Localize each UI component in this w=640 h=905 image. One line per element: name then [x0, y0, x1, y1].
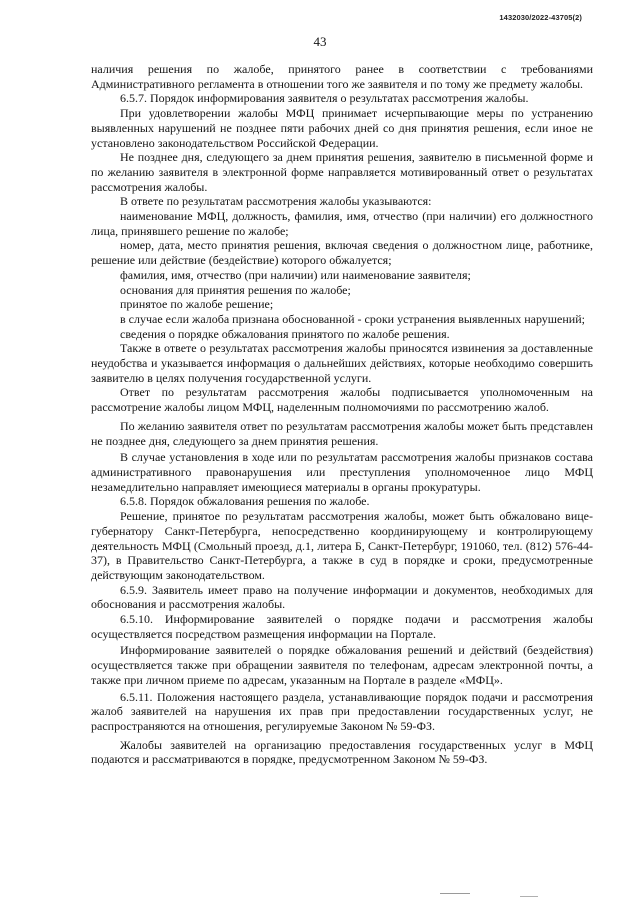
paragraph: Решение, принятое по результатам рассмотрения жалобы, может быть обжаловано вице-губернатору Санкт-Петербурга, непосредственно координирующему и контролирующему деятельность МФЦ (Смольный проезд, д.1, литера Б, Санкт-Петербург, 191060, тел. (812) 576-44-37), в Правительство Санкт-Петербурга, а также в суд в порядке и сроки, предусмотренные действующим законодательством.: [91, 509, 593, 582]
paragraph: Также в ответе о результатах рассмотрения жалобы приносятся извинения за доставленные неудобства и указывается информация о дальнейших действиях, которые необходимо совершить заявителю в целях получения государственной услуги.: [91, 341, 593, 385]
scan-artifact: [440, 893, 470, 894]
list-item: номер, дата, место принятия решения, включая сведения о должностном лице, работнике, решение или действие (бездействие) которого обжалуется;: [91, 238, 593, 268]
paragraph: Не позднее дня, следующего за днем принятия решения, заявителю в письменной форме и по желанию заявителя в электронной форме направляется мотивированный ответ о результатах рассмотрения жалобы.: [91, 150, 593, 194]
list-item: основания для принятия решения по жалобе;: [120, 282, 351, 297]
list-item: наименование МФЦ, должность, фамилия, имя, отчество (при наличии) его должностного лица, принявшего решение по жалобе;: [91, 209, 593, 238]
paragraph: В случае установления в ходе или по результатам рассмотрения жалобы признаков состава административного правонарушения или преступления уполномоченное лицо МФЦ незамедлительно направляет имеющиеся материалы в органы прокуратуры.: [91, 450, 593, 494]
list-item: принятое по жалобе решение;: [120, 297, 274, 312]
document-registration-number: 1432030/2022-43705(2): [499, 13, 582, 22]
scan-artifact: [520, 896, 538, 897]
section-heading-6-5-7: 6.5.7. Порядок информирования заявителя о результатах рассмотрения жалобы.: [120, 91, 529, 106]
section-6-5-10: 6.5.10. Информирование заявителей о порядке подачи и рассмотрения жалобы осуществляется посредством размещения информации на Портале.: [91, 612, 593, 641]
paragraph: Информирование заявителей о порядке обжалования решений и действий (бездействия) осуществляется также при обращении заявителя по телефонам, адресам электронной почты, а также при личном приеме по адресам, указанным на Портале в разделе «МФЦ».: [91, 643, 593, 687]
section-heading-6-5-8: 6.5.8. Порядок обжалования решения по жалобе.: [120, 494, 370, 509]
page-number: 43: [313, 34, 327, 49]
document-body: [91, 62, 593, 767]
section-6-5-11: 6.5.11. Положения настоящего раздела, устанавливающие порядок подачи и рассмотрения жалоб заявителей на нарушения их прав при предоставлении государственных услуг, не распространяются на отношения, регулируемые Законом № 59-ФЗ.: [91, 689, 593, 733]
paragraph: По желанию заявителя ответ по результатам рассмотрения жалобы может быть представлен не позднее дня, следующего за днем принятия решения.: [91, 418, 593, 448]
paragraph: наличия решения по жалобе, принятого ранее в соответствии с требованиями Административного регламента в отношении того же заявителя и по тому же предмету жалобы.: [91, 62, 593, 91]
list-item: сведения о порядке обжалования принятого по жалобе решения.: [120, 326, 450, 341]
paragraph: При удовлетворении жалобы МФЦ принимает исчерпывающие меры по устранению выявленных нарушений не позднее пяти рабочих дней со дня принятия решения, если иное не установлено законодательством Российской Федерации.: [91, 106, 593, 150]
list-item: фамилия, имя, отчество (при наличии) или наименование заявителя;: [120, 267, 471, 282]
paragraph: В ответе по результатам рассмотрения жалобы указываются:: [120, 194, 432, 209]
paragraph: Жалобы заявителей на организацию предоставления государственных услуг в МФЦ подаются и рассматриваются в порядке, предусмотренном Законом № 59-ФЗ.: [91, 737, 593, 767]
list-item: в случае если жалоба признана обоснованной - сроки устранения выявленных нарушений;: [120, 311, 585, 326]
paragraph: Ответ по результатам рассмотрения жалобы подписывается уполномоченным на рассмотрение жалобы лицом МФЦ, наделенным полномочиями по рассмотрению жалоб.: [91, 385, 593, 415]
section-6-5-9: 6.5.9. Заявитель имеет право на получение информации и документов, необходимых для обоснования и рассмотрения жалобы.: [91, 582, 593, 612]
